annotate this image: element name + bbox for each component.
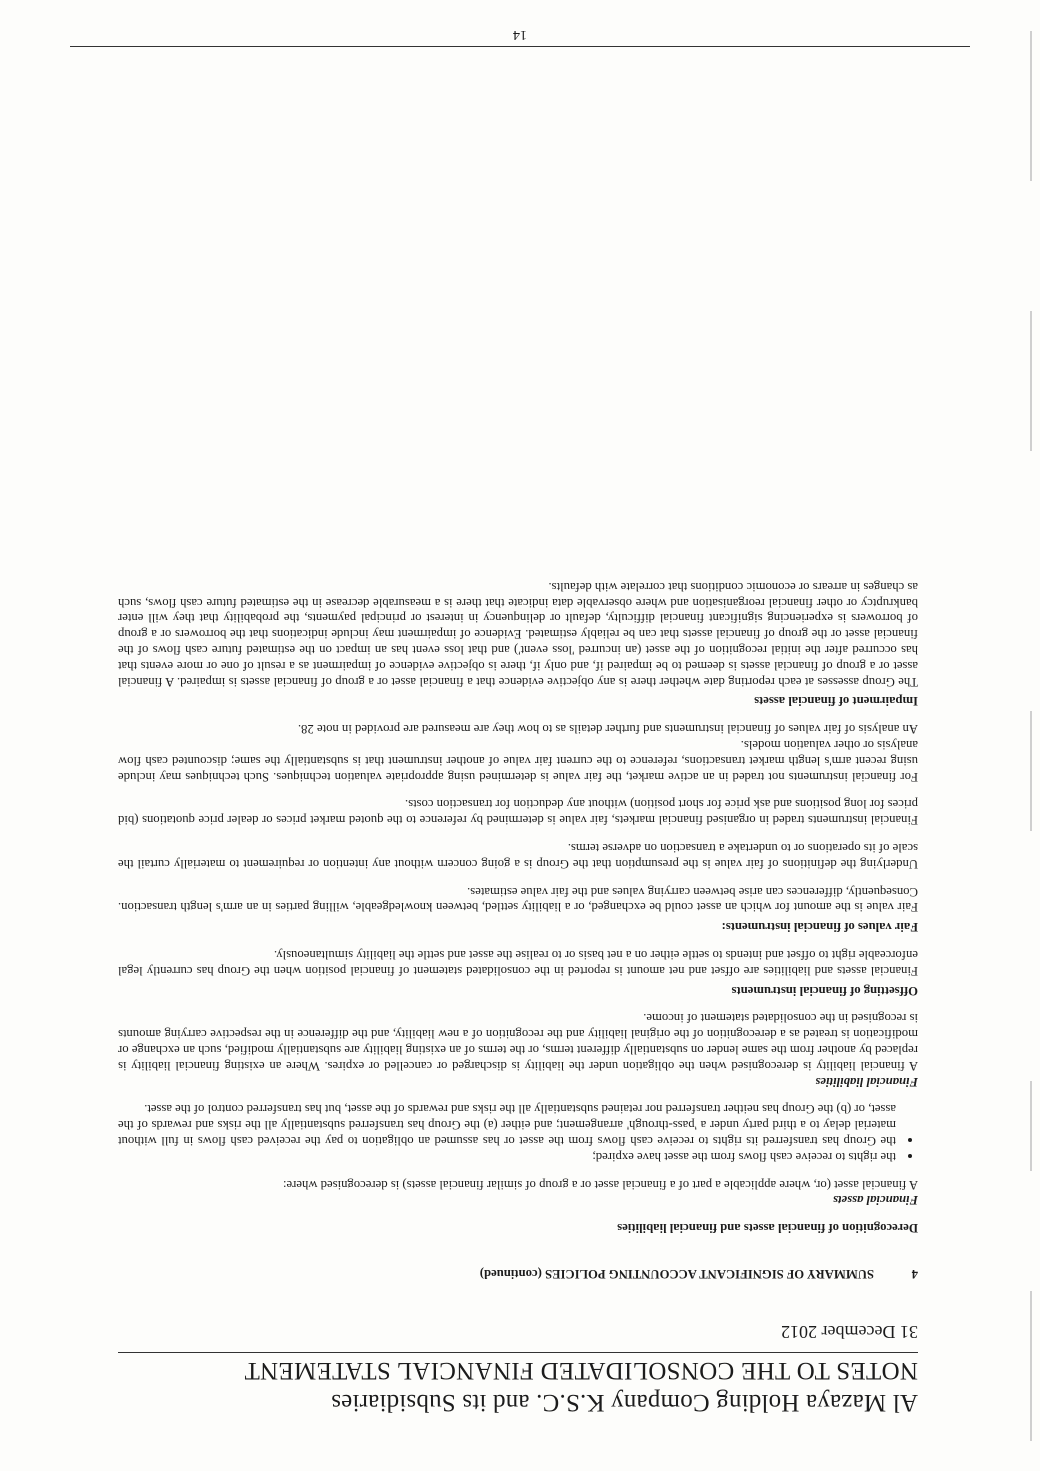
fair-values-paragraph: An analysis of fair values of financial instruments and further details as to how they are measured are provided in note 28. [297, 722, 918, 737]
scan-edge-mark [1030, 31, 1032, 181]
company-name: Al Mazaya Holding Company K.S.C. and its Subsidiaries [331, 1389, 918, 1416]
fair-values-paragraph: Fair value is the amount for which an asset could be exchanged, or a liability settled, between knowledgeable, willing parties in an arm's length transaction. Consequently, differences can arise between carrying values and the fair value estimates. [118, 884, 918, 915]
statement-date: 31 December 2012 [781, 1322, 918, 1342]
fair-values-heading: Fair values of financial instruments: [721, 920, 918, 935]
scan-edge-mark [1030, 711, 1032, 831]
financial-liabilities-text: A financial liability is derecognised when the obligation under the liability is discharged or cancelled or expires. Where an existing financial liability is replaced by another from the same lender on substantially different terms, or the terms of an existing liability are substantially modified, such an exchange or modification is treated as a derecognition of the original liability and the recognition of a new liability, and the difference in the respective carrying amounts is recognised in the consolidated statement of income. [118, 1011, 918, 1073]
scan-edge-mark [1030, 1081, 1032, 1171]
bullet-item: • the rights to receive cash flows from the asset have expired; [118, 1148, 898, 1164]
fair-values-paragraph: Financial instruments traded in organised financial markets, fair value is determined by reference to the quoted market prices or dealer price quotations (bid prices for long positions and ask price for short position) without any deduction for transaction costs. [118, 797, 918, 828]
fair-values-paragraph: Underlying the definitions of fair value is the presumption that the Group is a going concern without any intention or requirement to materially curtail the scale of its operations or to undertake a transaction on adverse terms. [118, 841, 918, 871]
derecognition-bullet-list [118, 1101, 918, 1164]
page-footer [70, 26, 970, 47]
page-header [118, 1320, 918, 1417]
fair-values-paragraph: For financial instruments not traded in an active market, the fair value is determined using appropriate valuation techniques. Such techniques may include using recent arm's length market transactions, reference to the current fair value of another instrument that is substantially the same; discounted cash flow analysis or other valuation models. [118, 738, 918, 784]
page-number: 14 [513, 27, 527, 42]
impairment-text: The Group assesses at each reporting date whether there is any objective evidence that a financial asset or a group of financial assets is impaired. A financial asset or a group of financial assets is deemed to be impaired if, and only if, there is objective evidence of impairment as a result of one or more events that has occurred after the initial recognition of the asset (an incurred 'loss event') and that loss event has an impact on the estimated future cash flows of the financial asset or the group of financial assets that can be reliably estimated. Evidence of impairment may include indications that the borrowers or a group of borrowers is experiencing significant financial difficulty, default or delinquency in interest or principal payments, the probability that they will enter bankruptcy or other financial reorganisation and where observable data indicate that there is a measurable decrease in the estimated future cash flows, such as changes in arrears or economic conditions that correlate with defaults. [118, 579, 918, 689]
derecognition-heading: Derecognition of financial assets and financial liabilities [617, 1221, 918, 1236]
scan-edge-mark [1030, 1291, 1032, 1441]
bullet-item: • the Group has transferred its rights to receive cash flows from the asset or has assumed an obligation to pay the received cash flows in full without material delay to a third party under a 'pass-through' arrangement; and either (a) the Group has transferred substantially all the risks and rewards of the asset, or (b) the Group has neither transferred nor retained substantially all the risks and rewards of the asset, but has transferred control of the asset. [118, 1101, 898, 1148]
impairment-heading: Impairment of financial assets [754, 694, 918, 709]
notes-body [118, 566, 918, 1281]
section-title: SUMMARY OF SIGNIFICANT ACCOUNTING POLICIES (continued) [479, 1267, 874, 1281]
offsetting-heading: Offsetting of financial instruments [731, 983, 918, 998]
header-rule [118, 1352, 918, 1353]
derecognition-intro: A financial asset (or, where applicable a part of a financial asset or a group of similar financial assets) is derecognised where: [282, 1177, 918, 1192]
section-number: 4 [911, 1267, 918, 1281]
notes-title: NOTES TO THE CONSOLIDATED FINANCIAL STATEMENT [244, 1357, 918, 1384]
offsetting-text: Financial assets and liabilities are offset and net amount is reported in the consolidated statement of financial position when the Group has currently legal enforceable right to offset and intends to settle either on a net basis or to realise the asset and settle the liability simultaneously. [118, 948, 918, 978]
financial-assets-label: Financial assets [833, 1193, 918, 1208]
financial-liabilities-label: Financial liabilities [815, 1074, 918, 1089]
scan-edge-mark [1030, 311, 1032, 451]
footer-rule [70, 46, 970, 47]
section-heading [118, 1265, 918, 1281]
